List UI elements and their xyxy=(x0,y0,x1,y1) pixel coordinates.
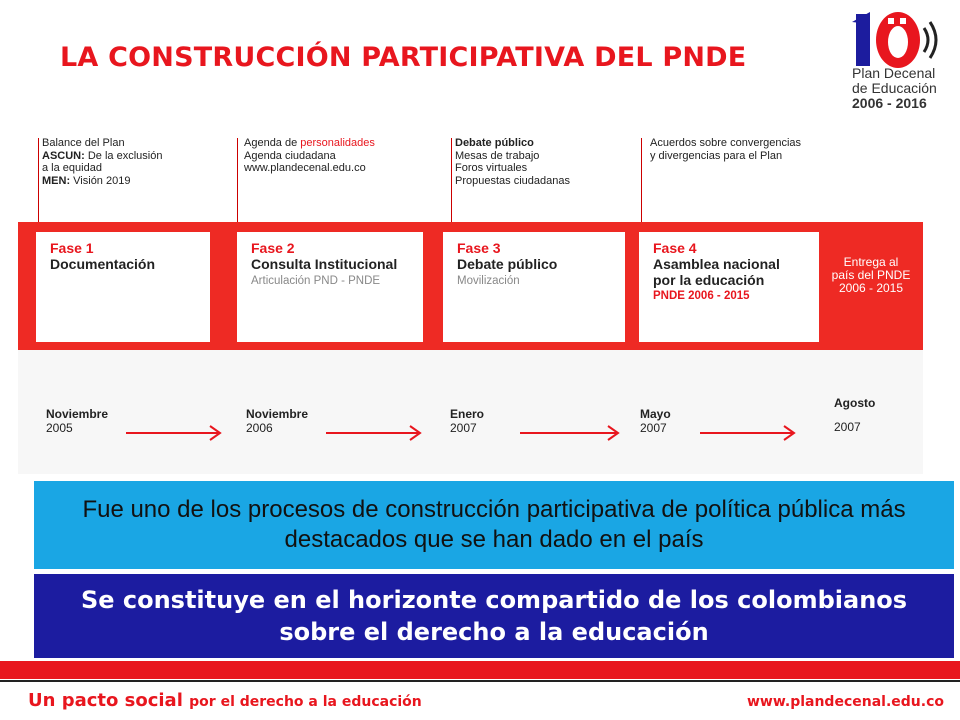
arrow-right-icon xyxy=(520,423,624,443)
footer-red-bar xyxy=(0,661,960,679)
arrow-right-icon xyxy=(326,423,426,443)
phases-band xyxy=(18,222,923,350)
timeline-date: Mayo 2007 xyxy=(640,407,671,435)
timeline-date: Noviembre 2006 xyxy=(246,407,309,435)
note-phase-2: Agenda de personalidades Agenda ciudadana www.plandecenal.edu.co xyxy=(244,137,375,174)
footer-slogan: Un pacto social por el derecho a la educación xyxy=(28,690,422,711)
highlight-box-horizon: Se constituye en el horizonte compartido de los colombianos sobre el derecho a la educación xyxy=(34,574,954,658)
highlight-box-process: Fue uno de los procesos de construcción participativa de política pública más destacados que se han dado en el país xyxy=(34,481,954,569)
page-title: LA CONSTRUCCIÓN PARTICIPATIVA DEL PNDE xyxy=(60,42,747,73)
note-phase-1: Balance del Plan ASCUN: De la exclusión a la equidad MEN: Visión 2019 xyxy=(42,137,163,187)
divider-line xyxy=(237,138,238,222)
timeline-date: Agosto 2007 xyxy=(834,396,876,434)
footer-url-link[interactable]: www.plandecenal.edu.co xyxy=(746,694,944,710)
phase-4-box: Fase 4 Asamblea nacional por la educación PNDE 2006 - 2015 xyxy=(639,232,819,342)
phase-3-box: Fase 3 Debate público Movilización xyxy=(443,232,625,342)
divider-line xyxy=(38,138,39,222)
logo-text: Plan Decenal de Educación 2006 - 2016 xyxy=(852,65,937,111)
plan-decenal-logo xyxy=(840,8,958,118)
arrow-right-icon xyxy=(700,423,800,443)
timeline-date: Noviembre 2005 xyxy=(46,407,109,435)
note-phase-4: Acuerdos sobre convergencias y divergencias para el Plan xyxy=(650,137,802,162)
phases-diagram xyxy=(18,112,923,474)
note-phase-3: Debate público Mesas de trabajo Foros virtuales Propuestas ciudadanas xyxy=(455,137,570,187)
footer-divider xyxy=(0,680,960,682)
divider-line xyxy=(451,138,452,222)
arrow-right-icon xyxy=(126,423,226,443)
logo-number-graphic xyxy=(850,8,950,70)
divider-line xyxy=(641,138,642,222)
delivery-label: Entrega al país del PNDE 2006 - 2015 xyxy=(831,255,911,295)
phase-2-box: Fase 2 Consulta Institucional Articulación PND - PNDE xyxy=(237,232,423,342)
phase-notes xyxy=(18,112,923,222)
timeline-date: Enero 2007 xyxy=(450,407,485,435)
phase-1-box: Fase 1 Documentación xyxy=(36,232,210,342)
